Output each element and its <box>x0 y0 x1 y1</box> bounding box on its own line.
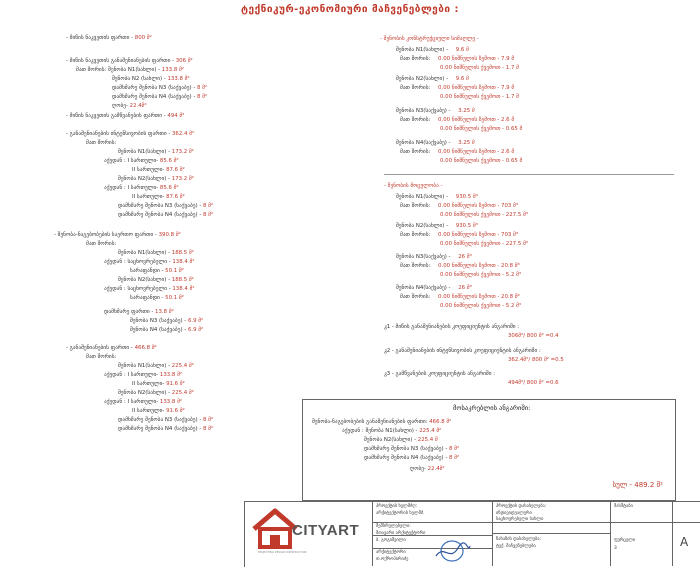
left-indicator-row <box>118 149 194 156</box>
left-indicator-row <box>86 354 116 361</box>
tb-col3-text: ფურცელი <box>614 538 636 543</box>
left-indicator-row <box>112 85 207 92</box>
left-indicator-row <box>118 176 194 183</box>
right-indicator-value: 0.00 ნიშნულის ქვემოთ - 227.5 მ³ <box>440 212 528 218</box>
left-indicator-value: 173.2 მ² <box>171 176 194 182</box>
right-indicator-value: 0.00 ნიშნულის ქვემოთ - 1.7 მ <box>440 94 519 100</box>
left-indicator-label: დამხმარე შენობა N4 (საქვაბე) - <box>112 94 197 100</box>
left-indicator-row <box>132 408 185 415</box>
signature-stamp-icon <box>432 538 472 564</box>
left-indicator-row <box>118 212 213 219</box>
left-indicator-label: სარაფანდი - <box>130 268 166 274</box>
left-indicator-row <box>118 363 194 370</box>
right-indicator-value: 0.00 ნიშნულის ზემოთ - 2.6 მ <box>438 149 515 155</box>
right-indicator-row <box>440 241 528 248</box>
left-indicator-label: შენობა N2(სახლი) - <box>118 390 172 396</box>
right-indicator-value: 930.5 მ³ <box>455 223 478 229</box>
left-indicator-row <box>104 259 194 266</box>
corner-letter: A <box>680 535 689 549</box>
left-indicator-row <box>118 250 194 257</box>
left-indicator-label: - განაშენიანების ინტენსივობის ფართი - <box>66 131 172 137</box>
left-indicator-value: 6.9 მ² <box>187 327 204 333</box>
left-indicator-value: 8 მ² <box>197 94 208 100</box>
right-indicator-value: 26 მ³ <box>458 254 472 260</box>
left-indicator-row <box>112 94 207 101</box>
left-indicator-row <box>132 167 185 174</box>
right-indicator-value: 3.25 მ <box>458 108 475 114</box>
left-indicator-row <box>104 372 182 379</box>
tb-hline-1 <box>372 522 700 523</box>
left-indicator-value: 188.5 მ² <box>171 250 194 256</box>
left-indicator-row <box>104 309 174 316</box>
coefficient-calc: 306მ²/ 800 მ² =0.4 <box>508 333 559 339</box>
left-indicator-value: 306 მ² <box>175 58 193 64</box>
right-indicator-value: 0.00 ნიშნულის ქვემოთ - 0.65 მ <box>440 158 523 164</box>
left-indicator-label: II სართული- <box>132 167 167 173</box>
right-indicator-value: 26 მ³ <box>458 285 472 291</box>
left-indicator-label: დამხმარე შენობა N3 (საქვაბე) - <box>118 417 203 423</box>
left-indicator-label: აქედან : I სართული- <box>104 372 160 378</box>
right-indicator-row <box>400 203 518 210</box>
right-indicator-row <box>396 194 478 201</box>
left-indicator-value: 50.1 მ² <box>165 268 184 274</box>
tb-col3-text: მასშტაბი <box>614 504 633 509</box>
left-indicator-row <box>132 381 185 388</box>
left-indicator-value: 390.8 მ² <box>158 232 181 238</box>
left-indicator-label: დამხმარე შენობა N4 (საქვაბე) - <box>118 212 203 218</box>
tb-col2-text: ნახაზის დასახელება: <box>496 537 541 542</box>
left-indicator-label: II სართული- <box>132 381 167 387</box>
left-indicator-label: შენობა N2(სახლი) - <box>118 176 172 182</box>
right-indicator-value: 0.00 ნიშნულის ზემოთ - 703 მ³ <box>438 203 519 209</box>
coefficient-label: კ1 - მიწის განაშენიანების კოეფიციენტის ანგარიში : <box>384 324 520 330</box>
logo-text: CITYART <box>292 522 360 539</box>
right-indicator-row <box>400 232 518 239</box>
left-indicator-label: აქედან : საცხოვრებელი - <box>104 259 173 265</box>
right-indicator-value: 0.00 ნიშნულის ქვემოთ - 1.7 მ <box>440 65 519 71</box>
right-indicator-row <box>440 65 519 72</box>
left-indicator-value: 85.6 მ² <box>159 185 179 191</box>
left-indicator-label: II სართული- <box>132 194 167 200</box>
left-indicator-row <box>130 268 184 275</box>
left-indicator-label: - მიწის ნაკვეთის განაშენიანების ფართი - <box>66 58 176 64</box>
tb-divider-4 <box>672 501 673 566</box>
coefficient-calc: 494მ²/ 800 მ² =0.6 <box>508 380 559 386</box>
left-indicator-label: აქედან : საცხოვრებელი - <box>104 286 173 292</box>
left-indicator-value: 8 მ² <box>203 417 214 423</box>
left-indicator-value: 50.1 მ² <box>165 295 184 301</box>
left-indicator-row <box>112 103 147 110</box>
right-indicator-label: მათ შორის: <box>400 232 433 238</box>
fee-line-label: შენობა N2(სახლი) - <box>364 437 418 443</box>
right-indicator-row <box>384 183 442 190</box>
right-indicator-value: 9.6 მ <box>455 47 469 53</box>
left-indicator-value: 225.4 მ² <box>171 390 194 396</box>
tb-divider-3 <box>610 501 611 566</box>
left-indicator-row <box>118 277 194 284</box>
left-indicator-row <box>104 286 194 293</box>
fee-line-row <box>364 437 438 444</box>
left-indicator-value: 8 მ² <box>197 85 208 91</box>
right-indicator-row <box>400 263 520 270</box>
right-indicator-label: შენობა N3(საქვაბე) - <box>396 108 453 114</box>
left-indicator-row <box>86 241 116 248</box>
left-indicator-label: შენობა N1(სახლი) - <box>118 149 172 155</box>
fee-line-label: შენობა-ნაგებობების განაშენიანების ფართი: <box>312 419 430 425</box>
right-indicator-value: 0.00 ნიშნულის ზემოთ - 7.9 მ <box>438 85 515 91</box>
fee-line-value: 8 მ² <box>449 455 460 461</box>
right-indicator-value: 0.00 ნიშნულის ზემოთ - 20.8 მ³ <box>438 263 520 269</box>
fee-line-label: ღობე- <box>410 466 428 472</box>
right-indicator-value: 3.25 მ <box>458 140 475 146</box>
left-indicator-label: - განაშენიანების ფართი - <box>66 345 135 351</box>
left-indicator-row <box>66 131 194 138</box>
left-indicator-value: 362.4 მ² <box>171 131 195 137</box>
coefficient-label: კ3 - გამწვანების კოეფიციენტის ანგარიში : <box>384 371 496 377</box>
right-indicator-value: 0.00 ნიშნულის ქვემოთ - 0.65 მ <box>440 126 523 132</box>
left-indicator-label: აქედან : I სართული- <box>104 185 160 191</box>
left-indicator-label: სარაფანდი - <box>130 295 166 301</box>
left-indicator-value: 13.8 მ² <box>155 309 174 315</box>
left-indicator-label: დამხმარე შენობა N4 (საქვაბე) - <box>118 426 203 432</box>
tb-col2-text: ტექ. მაჩვენებლები <box>496 544 536 549</box>
right-indicator-label: მათ შორის: <box>400 203 433 209</box>
tb-col1-text: პროექტის ხელმძღ: <box>376 504 418 509</box>
left-indicator-label: - მიწის ნაკვეთის გამწვანების ფართი - <box>66 113 168 119</box>
right-indicator-row <box>400 56 514 63</box>
left-indicator-value: 133.8 მ² <box>167 76 190 82</box>
right-indicator-row <box>396 285 472 292</box>
right-indicator-value: 0.00 ნიშნულის ზემოთ - 703 მ³ <box>438 232 519 238</box>
left-indicator-value: 87.6 მ² <box>166 194 185 200</box>
left-indicator-label: მათ შორის: <box>86 241 117 247</box>
right-indicator-row <box>400 149 514 156</box>
right-indicator-label: მათ შორის: <box>400 56 433 62</box>
left-indicator-label: შენობა N1(სახლი) - <box>118 250 172 256</box>
fee-line-value: 225.4 მ² <box>419 428 442 434</box>
left-indicator-value: 800 მ² <box>134 35 152 41</box>
right-indicator-row <box>440 126 522 133</box>
right-indicator-row <box>440 94 519 101</box>
right-indicator-value: 0.00 ნიშნულის ქვემოთ - 5.2 მ³ <box>440 272 522 278</box>
right-indicator-value: 9.6 მ <box>455 76 469 82</box>
left-indicator-value: 138.4 მ² <box>172 259 195 265</box>
tb-col2-text: საცხოვრებელი სახლი <box>496 517 544 522</box>
left-indicator-label: II სართული- <box>132 408 167 414</box>
right-indicator-label: - შენობის კონსტრუქციული სიმაღლე - <box>380 36 479 42</box>
right-indicator-value: 0.00 ნიშნულის ზემოთ - 7.9 მ <box>438 56 515 62</box>
divider-line <box>384 174 674 175</box>
right-indicator-row <box>396 254 472 261</box>
tb-col1-text: არქიტექტორი <box>376 550 406 555</box>
left-indicator-label: დამხმარე შენობა N3 (საქვაბე) - <box>112 85 197 91</box>
left-indicator-row <box>76 67 184 74</box>
left-indicator-row <box>104 158 179 165</box>
right-indicator-row <box>440 303 521 310</box>
right-indicator-label: შენობა N1(სახლი) - <box>396 47 450 53</box>
tb-col1-text: თ.ოქროპირიძე <box>376 557 409 562</box>
left-indicator-row <box>86 140 116 147</box>
right-indicator-row <box>380 36 479 43</box>
left-indicator-value: 138.4 მ² <box>172 286 195 292</box>
tb-col2-text: ინდივიდუალური <box>496 511 532 516</box>
right-indicator-value: 0.00 ნიშნულის ზემოთ - 20.8 მ³ <box>438 294 520 300</box>
coefficient-label: კ2 - განაშენიანების ინტენსივობის კოეფიციენტის ანგარიში : <box>384 348 541 354</box>
left-indicator-value: 8 მ² <box>203 426 214 432</box>
tb-col1-text: მთავარი არქიტექტორი <box>376 531 426 536</box>
right-indicator-label: მათ შორის: <box>400 149 433 155</box>
right-indicator-row <box>400 294 520 301</box>
right-indicator-value: 0.00 ნიშნულის ქვემოთ - 227.5 მ³ <box>440 241 528 247</box>
left-indicator-value: 87.6 მ² <box>166 167 185 173</box>
page-title: ტექნიკურ-ეკონომიური მაჩვენებლები : <box>241 4 459 15</box>
fee-calculation-box <box>302 399 676 501</box>
left-indicator-label: მათ შორის: შენობა N1(სახლი) - <box>76 67 162 73</box>
left-indicator-row <box>112 76 190 83</box>
left-indicator-value: 22.4მ² <box>129 103 147 109</box>
left-indicator-row <box>104 399 182 406</box>
tb-col1-text: არქიტექტორის ხელმძ. <box>376 511 425 516</box>
right-indicator-value: 0.00 ნიშნულის ქვემოთ - 5.2 მ³ <box>440 303 522 309</box>
right-indicator-label: შენობა N4(საქვაბე) - <box>396 140 453 146</box>
right-indicator-row <box>396 47 469 54</box>
left-indicator-value: 225.4 მ² <box>171 363 194 369</box>
right-indicator-row <box>396 108 475 115</box>
left-indicator-label: დამხმარე ფართი - <box>104 309 156 315</box>
right-indicator-row <box>396 76 469 83</box>
right-indicator-label: მათ შორის: <box>400 117 433 123</box>
left-indicator-row <box>118 390 194 397</box>
tb-divider-1 <box>372 501 373 566</box>
right-indicator-label: შენობა N1(სახლი) - <box>396 194 450 200</box>
fee-line-label: დამხმარე შენობა N3 (საქვაბე) - <box>364 446 449 452</box>
fee-line-value: 8 მ² <box>449 446 460 452</box>
tb-col1-text: ბ. გოგიშვილი <box>376 538 406 543</box>
left-indicator-row <box>130 295 184 302</box>
logo-subtitle: PROJECTING DESIGN CONSTRUCTION <box>258 551 307 554</box>
left-indicator-label: დამხმარე შენობა N3 (საქვაბე) - <box>118 203 203 209</box>
left-indicator-row <box>66 113 184 120</box>
right-indicator-row <box>440 212 528 219</box>
left-indicator-value: 133.8 მ² <box>159 399 183 405</box>
left-indicator-label: შენობა N2 (სახლი) - <box>112 76 168 82</box>
left-indicator-value: 85.6 მ² <box>159 158 179 164</box>
left-indicator-row <box>66 345 157 352</box>
left-indicator-value: 188.5 მ² <box>171 277 194 283</box>
right-indicator-label: შენობა N4(საქვაბე) - <box>396 285 453 291</box>
fee-line-row <box>342 428 441 435</box>
right-indicator-value: 0.00 ნიშნულის ზემოთ - 2.6 მ <box>438 117 515 123</box>
tb-col1-text: შემსრულებელი: <box>376 524 411 529</box>
fee-line-value: 225.4 მ <box>417 437 438 443</box>
right-indicator-label: მათ შორის: <box>400 85 433 91</box>
right-indicator-row <box>440 158 522 165</box>
fee-line-row <box>410 466 445 473</box>
left-indicator-value: 91.6 მ² <box>166 408 185 414</box>
left-indicator-label: - შენობა-ნაგებობების საერთო ფართი - <box>54 232 159 238</box>
fee-calculation-title: მოსაკრებლის ანგარიში: <box>453 404 531 412</box>
right-indicator-label: მათ შორის: <box>400 294 433 300</box>
left-indicator-row <box>118 426 213 433</box>
left-indicator-value: 6.9 მ² <box>187 318 204 324</box>
left-indicator-value: 133.8 მ² <box>159 372 183 378</box>
left-indicator-row <box>104 185 179 192</box>
tb-hline-3 <box>492 533 610 534</box>
right-indicator-row <box>400 85 514 92</box>
left-indicator-label: - მიწის ნაკვეთის ფართი - <box>66 35 135 41</box>
left-indicator-row <box>66 35 152 42</box>
right-indicator-label: მათ შორის: <box>400 263 433 269</box>
left-indicator-label: აქედან : I სართული- <box>104 158 160 164</box>
fee-line-value: 22.4მ² <box>427 466 445 472</box>
left-indicator-row <box>54 232 181 239</box>
right-indicator-row <box>400 117 514 124</box>
fee-line-row <box>364 455 459 462</box>
left-indicator-value: 91.6 მ² <box>166 381 185 387</box>
left-indicator-row <box>130 318 203 325</box>
left-indicator-row <box>118 417 213 424</box>
left-indicator-label: ღობე- <box>112 103 130 109</box>
right-indicator-label: შენობა N3(საქვაბე) - <box>396 254 453 260</box>
left-indicator-value: 494 მ² <box>167 113 185 119</box>
right-indicator-row <box>396 223 478 230</box>
right-indicator-row <box>440 272 521 279</box>
left-indicator-label: შენობა N1(სახლი) - <box>118 363 172 369</box>
tb-col3-text: 3 <box>614 546 617 551</box>
left-indicator-row <box>118 203 213 210</box>
left-indicator-value: 466.8 მ² <box>134 345 157 351</box>
left-indicator-label: შენობა N3 (საქვაბე) - <box>130 318 188 324</box>
tb-col2-text: პროექტის დასახელება: <box>496 504 547 509</box>
left-indicator-value: 133.8 მ² <box>161 67 184 73</box>
coefficient-calc: 362.4მ²/ 800 მ² =0.5 <box>508 357 564 363</box>
fee-line-label: დამხმარე შენობა N4 (საქვაბე) - <box>364 455 449 461</box>
left-indicator-label: აქედან : I სართული- <box>104 399 160 405</box>
fee-line-value: 466.8 მ² <box>429 419 452 425</box>
right-indicator-label: შენობა N2(სახლი) - <box>396 223 450 229</box>
left-indicator-value: 173.2 მ² <box>171 149 194 155</box>
left-indicator-label: შენობა N4 (საქვაბე) - <box>130 327 188 333</box>
left-indicator-value: 8 მ² <box>203 212 214 218</box>
left-indicator-label: მათ შორის: <box>86 354 117 360</box>
fee-line-label: აქედან : შენობა N1(სახლი) - <box>342 428 420 434</box>
left-indicator-row <box>132 194 185 201</box>
right-indicator-value: 930.5 მ³ <box>455 194 478 200</box>
fee-line-row <box>312 419 451 426</box>
fee-line-row <box>364 446 459 453</box>
right-indicator-row <box>396 140 475 147</box>
right-indicator-label: შენობა N2(სახლი) - <box>396 76 450 82</box>
left-indicator-label: შენობა N2(სახლი) - <box>118 277 172 283</box>
right-indicator-label: - შენობის მოცულობა - <box>384 183 443 189</box>
left-indicator-row <box>130 327 203 334</box>
left-indicator-label: მათ შორის: <box>86 140 117 146</box>
left-indicator-row <box>66 58 193 65</box>
fee-total: სულ - 489.2 მ² <box>612 481 663 489</box>
left-indicator-value: 8 მ² <box>203 203 214 209</box>
